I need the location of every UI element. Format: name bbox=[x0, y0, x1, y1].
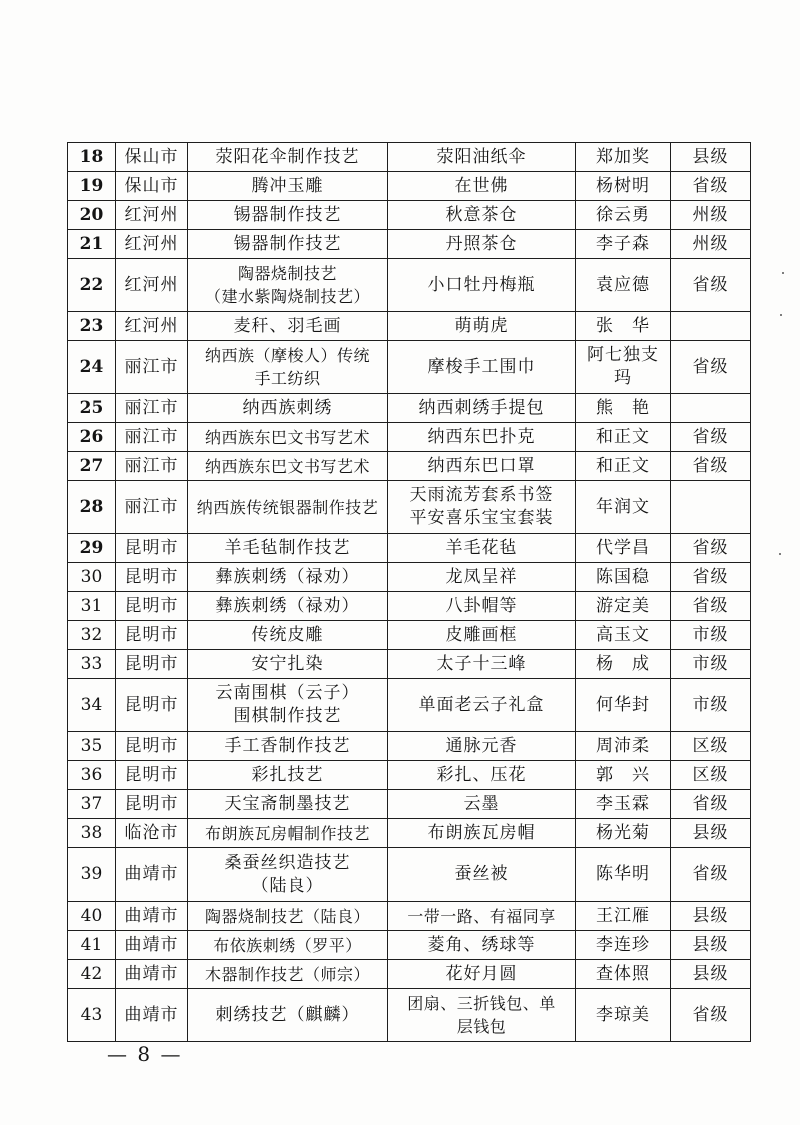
craft-cell-line: 纳西族刺绣 bbox=[242, 397, 333, 418]
inheritor-cell-line: 王江雁 bbox=[596, 905, 650, 926]
product-cell-line: 布朗族瓦房帽 bbox=[427, 822, 536, 843]
row-number: 22 bbox=[68, 259, 116, 312]
inheritor-cell-line: 游定美 bbox=[596, 595, 650, 616]
craft-cell bbox=[188, 394, 388, 423]
craft-cell bbox=[188, 732, 388, 761]
city-cell: 红河州 bbox=[116, 259, 188, 312]
product-cell bbox=[388, 848, 576, 902]
inheritor-cell-line: 杨 成 bbox=[596, 653, 650, 674]
product-cell bbox=[388, 481, 576, 534]
row-number: 38 bbox=[68, 819, 116, 848]
craft-cell-line: 安宁扎染 bbox=[251, 653, 324, 674]
city-cell: 昆明市 bbox=[116, 621, 188, 650]
row-number: 37 bbox=[68, 790, 116, 819]
craft-cell-line: 木器制作技艺（师宗） bbox=[204, 964, 370, 984]
craft-cell-line: 纳西族东巴文书写艺术 bbox=[204, 456, 370, 476]
table-row bbox=[68, 534, 751, 563]
product-cell-line: 纳西东巴扑克 bbox=[427, 426, 536, 447]
craft-cell bbox=[188, 848, 388, 902]
inheritor-cell bbox=[576, 563, 671, 592]
craft-cell bbox=[188, 259, 388, 312]
craft-cell-line: 腾冲玉雕 bbox=[251, 175, 324, 196]
craft-cell-line: 荥阳花伞制作技艺 bbox=[215, 146, 360, 167]
product-cell bbox=[388, 172, 576, 201]
inheritor-cell-line: 阿七独支 bbox=[587, 345, 659, 365]
inheritor-cell-line: 和正文 bbox=[596, 426, 650, 447]
table-body bbox=[68, 143, 751, 1042]
inheritor-cell-line: 杨树明 bbox=[596, 175, 650, 196]
craft-cell bbox=[188, 621, 388, 650]
city-cell: 曲靖市 bbox=[116, 902, 188, 931]
city-cell: 昆明市 bbox=[116, 761, 188, 790]
city-cell: 曲靖市 bbox=[116, 960, 188, 989]
product-cell-line: 羊毛花毡 bbox=[445, 537, 518, 558]
inheritor-cell-line: 张 华 bbox=[596, 315, 650, 336]
table-row bbox=[68, 259, 751, 312]
table-row bbox=[68, 621, 751, 650]
level-cell: 省级 bbox=[671, 172, 751, 201]
table-row bbox=[68, 230, 751, 259]
product-cell bbox=[388, 534, 576, 563]
product-cell-line: 在世佛 bbox=[454, 175, 509, 196]
craft-cell bbox=[188, 902, 388, 931]
craft-cell bbox=[188, 201, 388, 230]
craft-cell-line: 麦秆、羽毛画 bbox=[233, 315, 342, 336]
city-cell: 昆明市 bbox=[116, 563, 188, 592]
product-cell-line: 天雨流芳套系书签 bbox=[409, 485, 554, 505]
city-cell: 红河州 bbox=[116, 230, 188, 259]
row-number: 29 bbox=[68, 534, 116, 563]
level-cell: 区级 bbox=[671, 761, 751, 790]
level-cell: 省级 bbox=[671, 563, 751, 592]
row-number: 24 bbox=[68, 341, 116, 394]
inheritor-cell bbox=[576, 819, 671, 848]
inheritor-cell bbox=[576, 761, 671, 790]
level-cell: 市级 bbox=[671, 679, 751, 732]
inheritor-cell bbox=[576, 650, 671, 679]
craft-cell-line: 布朗族瓦房帽制作技艺 bbox=[204, 823, 370, 843]
inheritor-cell bbox=[576, 481, 671, 534]
table-row bbox=[68, 172, 751, 201]
table-row bbox=[68, 143, 751, 172]
level-cell: 省级 bbox=[671, 534, 751, 563]
inheritor-cell bbox=[576, 172, 671, 201]
inheritor-cell-line: 高玉文 bbox=[596, 624, 650, 645]
city-cell: 昆明市 bbox=[116, 534, 188, 563]
row-number: 21 bbox=[68, 230, 116, 259]
inheritor-cell-line: 玛 bbox=[614, 368, 632, 388]
product-cell bbox=[388, 960, 576, 989]
level-cell: 省级 bbox=[671, 259, 751, 312]
craft-cell-line: （陆良） bbox=[251, 875, 324, 896]
inheritor-cell-line: 周沛柔 bbox=[596, 735, 650, 756]
product-cell bbox=[388, 989, 576, 1042]
row-number: 28 bbox=[68, 481, 116, 534]
inheritor-cell-line: 陈国稳 bbox=[596, 566, 650, 587]
inheritor-cell bbox=[576, 790, 671, 819]
inheritor-cell bbox=[576, 989, 671, 1042]
inheritor-cell bbox=[576, 341, 671, 394]
city-cell: 昆明市 bbox=[116, 650, 188, 679]
row-number: 36 bbox=[68, 761, 116, 790]
inheritor-cell bbox=[576, 312, 671, 341]
inheritor-cell-line: 徐云勇 bbox=[596, 204, 650, 225]
table-row bbox=[68, 312, 751, 341]
inheritor-cell bbox=[576, 259, 671, 312]
row-number: 31 bbox=[68, 592, 116, 621]
table-row bbox=[68, 481, 751, 534]
craft-cell-line: 布依族刺绣（罗平） bbox=[213, 935, 362, 955]
craft-cell-line: 手工纺织 bbox=[254, 369, 321, 388]
city-cell: 临沧市 bbox=[116, 819, 188, 848]
craft-cell bbox=[188, 312, 388, 341]
level-cell: 市级 bbox=[671, 650, 751, 679]
craft-cell-line: 手工香制作技艺 bbox=[224, 735, 351, 756]
product-cell bbox=[388, 931, 576, 960]
level-cell: 省级 bbox=[671, 989, 751, 1042]
row-number: 19 bbox=[68, 172, 116, 201]
inheritor-cell bbox=[576, 931, 671, 960]
product-cell bbox=[388, 230, 576, 259]
inheritor-cell-line: 何华封 bbox=[596, 694, 650, 715]
table-row bbox=[68, 848, 751, 902]
product-cell-line: 八卦帽等 bbox=[445, 595, 518, 616]
inheritor-cell-line: 李玉霖 bbox=[596, 793, 650, 814]
city-cell: 丽江市 bbox=[116, 341, 188, 394]
row-number: 30 bbox=[68, 563, 116, 592]
inheritor-cell bbox=[576, 423, 671, 452]
craft-cell bbox=[188, 230, 388, 259]
product-cell bbox=[388, 452, 576, 481]
craft-cell bbox=[188, 172, 388, 201]
city-cell: 昆明市 bbox=[116, 592, 188, 621]
level-cell: 省级 bbox=[671, 848, 751, 902]
table-row bbox=[68, 592, 751, 621]
product-cell-line: 纳西刺绣手提包 bbox=[418, 397, 545, 418]
inheritor-cell bbox=[576, 902, 671, 931]
row-number: 18 bbox=[68, 143, 116, 172]
level-cell: 区级 bbox=[671, 732, 751, 761]
product-cell-line: 云墨 bbox=[463, 793, 500, 814]
craft-cell bbox=[188, 989, 388, 1042]
craft-cell-line: 彩扎技艺 bbox=[251, 764, 324, 785]
product-cell-line: 龙凤呈祥 bbox=[445, 566, 518, 587]
craft-cell bbox=[188, 592, 388, 621]
inheritor-cell-line: 查体照 bbox=[596, 963, 650, 984]
level-cell: 县级 bbox=[671, 960, 751, 989]
row-number: 41 bbox=[68, 931, 116, 960]
product-cell bbox=[388, 790, 576, 819]
craft-cell bbox=[188, 481, 388, 534]
level-cell bbox=[671, 312, 751, 341]
craft-cell-line: 传统皮雕 bbox=[251, 624, 324, 645]
table-row bbox=[68, 732, 751, 761]
row-number: 23 bbox=[68, 312, 116, 341]
product-cell-line: 秋意茶仓 bbox=[445, 204, 518, 225]
scan-speck bbox=[779, 553, 781, 555]
level-cell: 县级 bbox=[671, 143, 751, 172]
table-row bbox=[68, 989, 751, 1042]
city-cell: 丽江市 bbox=[116, 452, 188, 481]
inheritor-cell-line: 李连珍 bbox=[596, 934, 650, 955]
table-row bbox=[68, 394, 751, 423]
craft-cell bbox=[188, 143, 388, 172]
craft-cell bbox=[188, 931, 388, 960]
craft-cell-line: 锡器制作技艺 bbox=[233, 233, 342, 254]
row-number: 43 bbox=[68, 989, 116, 1042]
inheritor-cell-line: 郭 兴 bbox=[596, 764, 650, 785]
inheritor-cell bbox=[576, 143, 671, 172]
product-cell bbox=[388, 259, 576, 312]
level-cell: 省级 bbox=[671, 452, 751, 481]
city-cell: 丽江市 bbox=[116, 423, 188, 452]
product-cell-line: 摩梭手工围巾 bbox=[427, 356, 536, 377]
product-cell bbox=[388, 732, 576, 761]
inheritor-cell bbox=[576, 534, 671, 563]
craft-cell bbox=[188, 790, 388, 819]
product-cell-line: 团扇、三折钱包、单 bbox=[407, 994, 556, 1013]
craft-cell-line: 纳西族（摩梭人）传统 bbox=[204, 346, 370, 365]
craft-cell bbox=[188, 650, 388, 679]
table-row bbox=[68, 423, 751, 452]
product-cell-line: 通脉元香 bbox=[445, 735, 518, 756]
craft-cell-line: （建水紫陶烧制技艺） bbox=[204, 287, 370, 306]
craft-cell bbox=[188, 452, 388, 481]
product-cell bbox=[388, 341, 576, 394]
craft-cell-line: 锡器制作技艺 bbox=[233, 204, 342, 225]
table-row bbox=[68, 931, 751, 960]
product-cell-line: 荥阳油纸伞 bbox=[436, 146, 527, 167]
row-number: 42 bbox=[68, 960, 116, 989]
product-cell bbox=[388, 143, 576, 172]
craft-cell bbox=[188, 761, 388, 790]
product-cell-line: 菱角、绣球等 bbox=[427, 934, 536, 955]
craft-cell bbox=[188, 534, 388, 563]
inheritor-cell bbox=[576, 201, 671, 230]
product-cell-line: 萌萌虎 bbox=[454, 315, 509, 336]
level-cell: 省级 bbox=[671, 341, 751, 394]
craft-cell-line: 云南围棋（云子） bbox=[215, 683, 360, 703]
city-cell: 红河州 bbox=[116, 312, 188, 341]
craft-cell-line: 天宝斋制墨技艺 bbox=[224, 793, 351, 814]
product-cell bbox=[388, 423, 576, 452]
level-cell bbox=[671, 481, 751, 534]
inheritor-cell bbox=[576, 452, 671, 481]
product-cell bbox=[388, 394, 576, 423]
product-cell-line: 皮雕画框 bbox=[445, 624, 518, 645]
city-cell: 昆明市 bbox=[116, 732, 188, 761]
inheritor-cell bbox=[576, 394, 671, 423]
product-cell-line: 小口牡丹梅瓶 bbox=[427, 274, 536, 295]
level-cell: 县级 bbox=[671, 902, 751, 931]
city-cell: 曲靖市 bbox=[116, 848, 188, 902]
city-cell: 红河州 bbox=[116, 201, 188, 230]
row-number: 20 bbox=[68, 201, 116, 230]
inheritor-cell-line: 熊 艳 bbox=[596, 397, 650, 418]
heritage-products-table bbox=[67, 142, 751, 1042]
craft-cell bbox=[188, 341, 388, 394]
row-number: 34 bbox=[68, 679, 116, 732]
inheritor-cell-line: 袁应德 bbox=[596, 274, 650, 295]
table-row bbox=[68, 650, 751, 679]
level-cell: 市级 bbox=[671, 621, 751, 650]
product-cell bbox=[388, 621, 576, 650]
craft-cell bbox=[188, 563, 388, 592]
craft-cell bbox=[188, 423, 388, 452]
craft-cell bbox=[188, 819, 388, 848]
craft-cell-line: 陶器烧制技艺 bbox=[237, 264, 337, 283]
product-cell bbox=[388, 902, 576, 931]
inheritor-cell-line: 代学昌 bbox=[596, 537, 650, 558]
city-cell: 保山市 bbox=[116, 172, 188, 201]
table-row bbox=[68, 563, 751, 592]
product-cell bbox=[388, 312, 576, 341]
inheritor-cell-line: 李子森 bbox=[596, 233, 650, 254]
row-number: 26 bbox=[68, 423, 116, 452]
inheritor-cell bbox=[576, 230, 671, 259]
table-row bbox=[68, 341, 751, 394]
level-cell bbox=[671, 394, 751, 423]
level-cell: 州级 bbox=[671, 201, 751, 230]
table-row bbox=[68, 679, 751, 732]
city-cell: 丽江市 bbox=[116, 481, 188, 534]
city-cell: 丽江市 bbox=[116, 394, 188, 423]
craft-cell-line: 羊毛毡制作技艺 bbox=[224, 537, 351, 558]
product-cell bbox=[388, 592, 576, 621]
product-cell-line: 丹照茶仓 bbox=[445, 233, 518, 254]
city-cell: 保山市 bbox=[116, 143, 188, 172]
table-row bbox=[68, 452, 751, 481]
table-row bbox=[68, 902, 751, 931]
inheritor-cell bbox=[576, 732, 671, 761]
product-cell bbox=[388, 563, 576, 592]
row-number: 39 bbox=[68, 848, 116, 902]
product-cell bbox=[388, 761, 576, 790]
city-cell: 曲靖市 bbox=[116, 989, 188, 1042]
level-cell: 省级 bbox=[671, 423, 751, 452]
level-cell: 县级 bbox=[671, 819, 751, 848]
level-cell: 省级 bbox=[671, 592, 751, 621]
craft-cell-line: 陶器烧制技艺（陆良） bbox=[204, 906, 370, 926]
craft-cell-line: 围棋制作技艺 bbox=[233, 706, 342, 726]
inheritor-cell bbox=[576, 621, 671, 650]
craft-cell bbox=[188, 679, 388, 732]
inheritor-cell-line: 杨光菊 bbox=[596, 822, 650, 843]
table-row bbox=[68, 201, 751, 230]
product-cell-line: 单面老云子礼盒 bbox=[418, 694, 545, 715]
inheritor-cell bbox=[576, 848, 671, 902]
product-cell-line: 花好月圆 bbox=[445, 963, 518, 984]
inheritor-cell-line: 年润文 bbox=[596, 496, 650, 517]
scan-speck bbox=[780, 314, 782, 316]
city-cell: 昆明市 bbox=[116, 790, 188, 819]
product-cell bbox=[388, 201, 576, 230]
product-cell-line: 层钱包 bbox=[456, 1017, 507, 1036]
table-row bbox=[68, 761, 751, 790]
inheritor-cell-line: 郑加奖 bbox=[596, 146, 650, 167]
city-cell: 曲靖市 bbox=[116, 931, 188, 960]
craft-cell-line: 纳西族传统银器制作技艺 bbox=[196, 497, 379, 517]
craft-cell-line: 刺绣技艺（麒麟） bbox=[215, 1004, 360, 1025]
inheritor-cell-line: 和正文 bbox=[596, 455, 650, 476]
product-cell-line: 蚕丝被 bbox=[454, 864, 509, 884]
product-cell bbox=[388, 650, 576, 679]
row-number: 33 bbox=[68, 650, 116, 679]
product-cell-line: 太子十三峰 bbox=[436, 653, 527, 674]
row-number: 27 bbox=[68, 452, 116, 481]
level-cell: 省级 bbox=[671, 790, 751, 819]
scan-speck bbox=[782, 272, 784, 274]
product-cell-line: 一带一路、有福同享 bbox=[407, 906, 556, 926]
table-row bbox=[68, 790, 751, 819]
row-number: 35 bbox=[68, 732, 116, 761]
city-cell: 昆明市 bbox=[116, 679, 188, 732]
inheritor-cell bbox=[576, 679, 671, 732]
page-number: — 8 — bbox=[107, 1042, 183, 1066]
inheritor-cell bbox=[576, 960, 671, 989]
inheritor-cell bbox=[576, 592, 671, 621]
product-cell-line: 彩扎、压花 bbox=[436, 764, 527, 785]
product-cell-line: 纳西东巴口罩 bbox=[427, 455, 536, 476]
table-row bbox=[68, 960, 751, 989]
craft-cell-line: 纳西族东巴文书写艺术 bbox=[204, 427, 370, 447]
product-cell-line: 平安喜乐宝宝套装 bbox=[409, 508, 554, 528]
row-number: 40 bbox=[68, 902, 116, 931]
inheritor-cell-line: 李琼美 bbox=[596, 1004, 650, 1025]
product-cell bbox=[388, 819, 576, 848]
row-number: 32 bbox=[68, 621, 116, 650]
table-row bbox=[68, 819, 751, 848]
craft-cell-line: 彝族刺绣（禄劝） bbox=[215, 595, 360, 616]
craft-cell-line: 彝族刺绣（禄劝） bbox=[215, 566, 360, 587]
craft-cell bbox=[188, 960, 388, 989]
product-cell bbox=[388, 679, 576, 732]
inheritor-cell-line: 陈华明 bbox=[596, 864, 650, 884]
level-cell: 州级 bbox=[671, 230, 751, 259]
level-cell: 县级 bbox=[671, 931, 751, 960]
row-number: 25 bbox=[68, 394, 116, 423]
craft-cell-line: 桑蚕丝织造技艺 bbox=[224, 852, 351, 873]
